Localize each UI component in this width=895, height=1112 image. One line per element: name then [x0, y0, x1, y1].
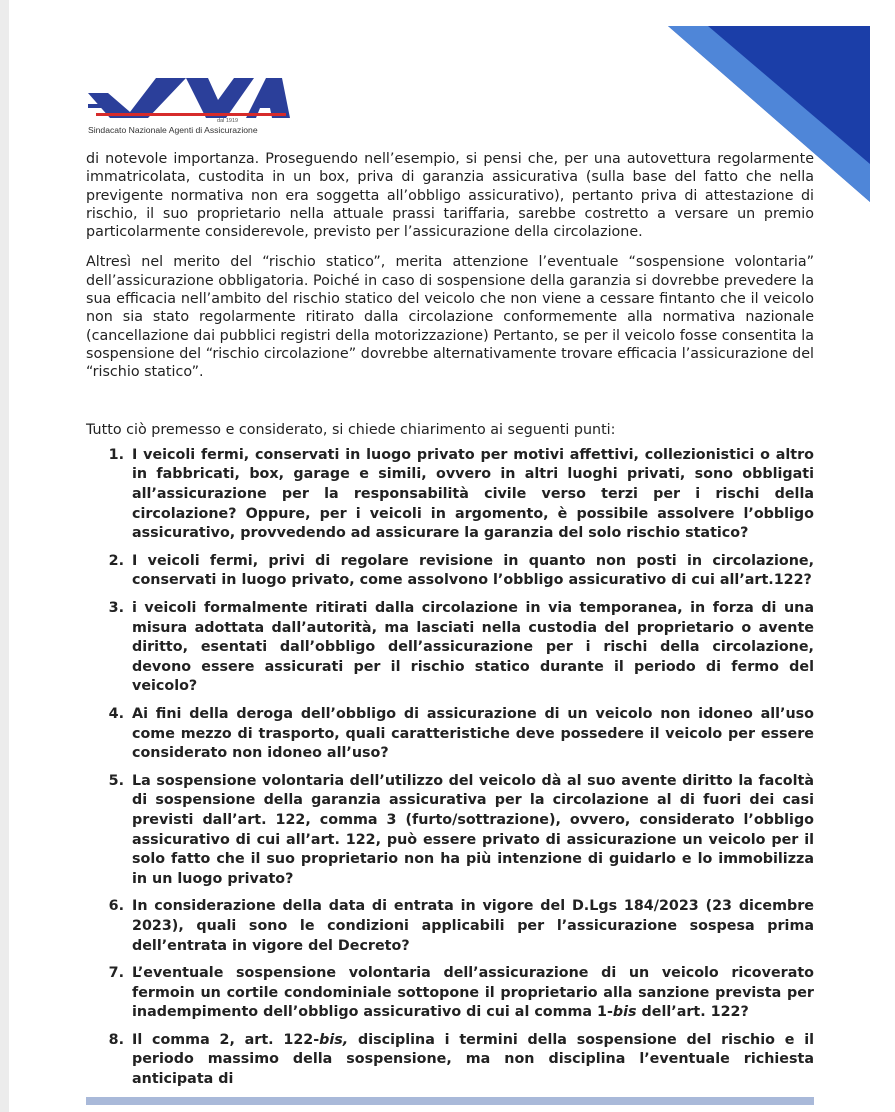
questions-list	[86, 446, 814, 1090]
question-3: 3. i veicoli formalmente ritirati dalla circolazione in via temporanea, in forza di una misura adottata dall’autorità, ma lasciati nella custodia del proprietario o avente diritto, esentati dall’obbligo dell’assicurazione per i rischi della circolazione, devono essere assicurati per il rischio statico durante il periodo di fermo del veicolo?	[129, 599, 814, 697]
paragraph-1: di notevole importanza. Proseguendo nell’esempio, si pensi che, per una autovettura regolarmente immatricolata, custodita in un box, priva di garanzia assicurativa (sulla base del fatto che nella previgente normativa non era soggetta all’obbligo assicurativo), pertanto priva di attestazione di rischio, il suo proprietario nella attuale prassi tariffaria, sarebbe costretto a versare un premio particolarmente considerevole, previsto per l’assicurazione della circolazione.	[86, 151, 814, 241]
question-1: 1. I veicoli fermi, conservati in luogo privato per motivi affettivi, collezionistici o altro in fabbricati, box, garage e simili, ovvero in altri luoghi privati, sono obbligati all’assicurazione per la responsabilità civile verso terzi per i rischi della circolazione? Oppure, per i veicoli in argomento, è possibile assolvere l’obbligo assicurativo, provvedendo ad assicurare la garanzia del solo rischio statico?	[129, 446, 814, 544]
question-8-emphasis: bis,	[319, 1031, 349, 1048]
question-7-text: L’eventuale sospensione volontaria dell’assicurazione di un veicolo ricoverato fermoin un cortile condominiale sottopone il proprietario alla sanzione prevista per inadempimento dell’obbligo assicurativo di cui al comma 1-	[132, 965, 814, 1021]
question-7-emphasis: bis	[612, 1004, 637, 1021]
question-7-tail: dell’art. 122?	[636, 1004, 749, 1021]
question-7	[129, 964, 814, 1023]
question-8-text: Il comma 2, art. 122-	[132, 1031, 320, 1048]
question-6: 6. In considerazione della data di entrata in vigore del D.Lgs 184/2023 (23 dicembre 2023), quali sono le condizioni applicabili per l’assicurazione sospesa prima dell’entrata in vigore del Decreto?	[129, 897, 814, 956]
question-8-tail: disciplina i termini della sospensione del rischio e il periodo massimo della sospensione, ma non disciplina l’eventuale richiesta anticipata di	[132, 1031, 814, 1088]
page-left-edge	[0, 0, 9, 1112]
logo-since: dal 1919	[217, 118, 239, 124]
logo-subtitle: Sindacato Nazionale Agenti di Assicurazione	[88, 125, 258, 135]
question-4: 4. Ai fini della deroga dell’obbligo di assicurazione di un veicolo non idoneo all’uso come mezzo di trasporto, quali caratteristiche deve possedere il veicolo per essere considerato non idoneo all’uso?	[129, 705, 814, 764]
question-8	[129, 1031, 814, 1090]
sna-logo-mark	[88, 78, 290, 118]
questions-intro: Tutto ciò premesso e considerato, si chiede chiarimento ai seguenti punti:	[86, 421, 616, 438]
question-2: 2. I veicoli fermi, privi di regolare revisione in quanto non posti in circolazione, conservati in luogo privato, come assolvono l’obbligo assicurativo di cui all’art.122?	[129, 552, 814, 591]
paragraph-2: Altresì nel merito del “rischio statico”, merita attenzione l’eventuale “sospensione volontaria” dell’assicurazione obbligatoria. Poiché in caso di sospensione della garanzia si dovrebbe prevedere la sua efficacia nell’ambito del rischio statico del veicolo che non viene a cessare fintanto che il veicolo non sia stato regolarmente ritirato dalla circolazione conformemente alla normativa nazionale (cancellazione dai pubblici registri della motorizzazione) Pertanto, se per il veicolo fosse consentita la sospensione del “rischio circolazione” dovrebbe alternativamente trovare efficacia l’assicurazione del “rischio statico”.	[86, 254, 814, 381]
document-body	[86, 150, 814, 1098]
question-5: 5. La sospensione volontaria dell’utilizzo del veicolo dà al suo avente diritto la facoltà di sospensione della garanzia assicurativa per la circolazione al di fuori dei casi previsti dall’art. 122, comma 3 (furto/sottrazione), ovvero, considerato l’obbligo assicurativo di cui all’art. 122, può essere privato di assicurazione un veicolo per il solo fatto che il suo proprietario non ha più intenzione di guidarlo e lo immobilizza in un luogo privato?	[129, 772, 814, 890]
footer-rule	[86, 1097, 814, 1105]
